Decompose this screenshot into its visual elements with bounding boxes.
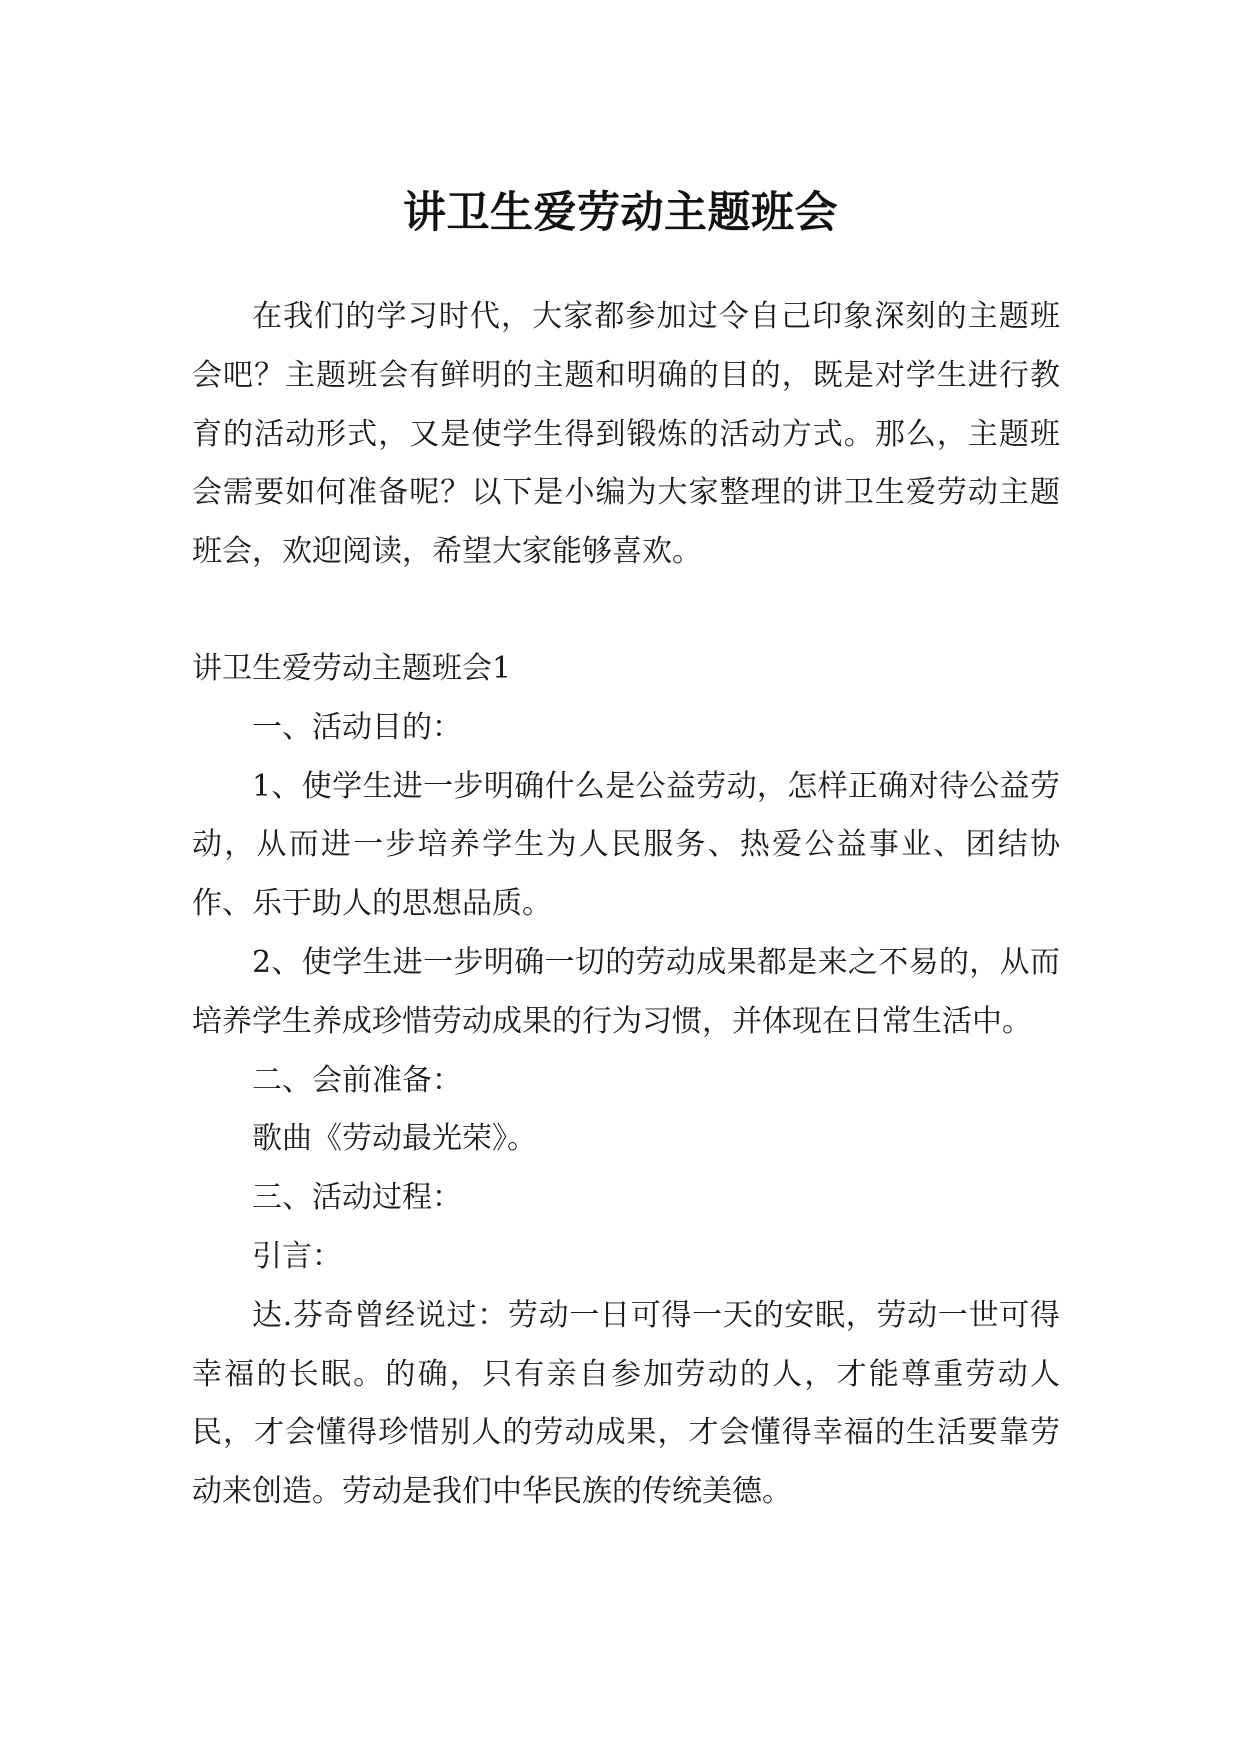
preparation-song: 歌曲《劳动最光荣》。: [252, 1121, 537, 1157]
section-heading: 讲卫生爱劳动主题班会1: [192, 650, 512, 686]
document-body: [192, 288, 1060, 1522]
heading-preparation: 二、会前准备：: [252, 1062, 462, 1098]
introduction-label: 引言：: [252, 1238, 342, 1274]
document-title: 讲卫生爱劳动主题班会: [403, 187, 838, 238]
heading-activity-goals: 一、活动目的：: [252, 709, 462, 745]
intro-paragraph: 在我们的学习时代，大家都参加过令自己印象深刻的主题班会吧？主题班会有鲜明的主题和明确的目的，既是对学生进行教育的活动形式，又是使学生得到锻炼的活动方式。那么，主题班会需要如何准备呢？以下是小编为大家整理的讲卫生爱劳动主题班会，欢迎阅读，希望大家能够喜欢。: [192, 299, 1060, 570]
heading-activity-process: 三、活动过程：: [252, 1180, 462, 1216]
goal-item-1: 1、使学生进一步明确什么是公益劳动，怎样正确对待公益劳动，从而进一步培养学生为人民服务、热爱公益事业、团结协作、乐于助人的思想品质。: [192, 768, 1060, 922]
davinci-quote-paragraph: 达.芬奇曾经说过：劳动一日可得一天的安眠，劳动一世可得幸福的长眠。的确，只有亲自参加劳动的人，才能尊重劳动人民，才会懂得珍惜别人的劳动成果，才会懂得幸福的生活要靠劳动来创造。劳动是我们中华民族的传统美德。: [192, 1297, 1060, 1510]
goal-item-2: 2、使学生进一步明确一切的劳动成果都是来之不易的，从而培养学生养成珍惜劳动成果的行为习惯，并体现在日常生活中。: [192, 944, 1060, 1039]
